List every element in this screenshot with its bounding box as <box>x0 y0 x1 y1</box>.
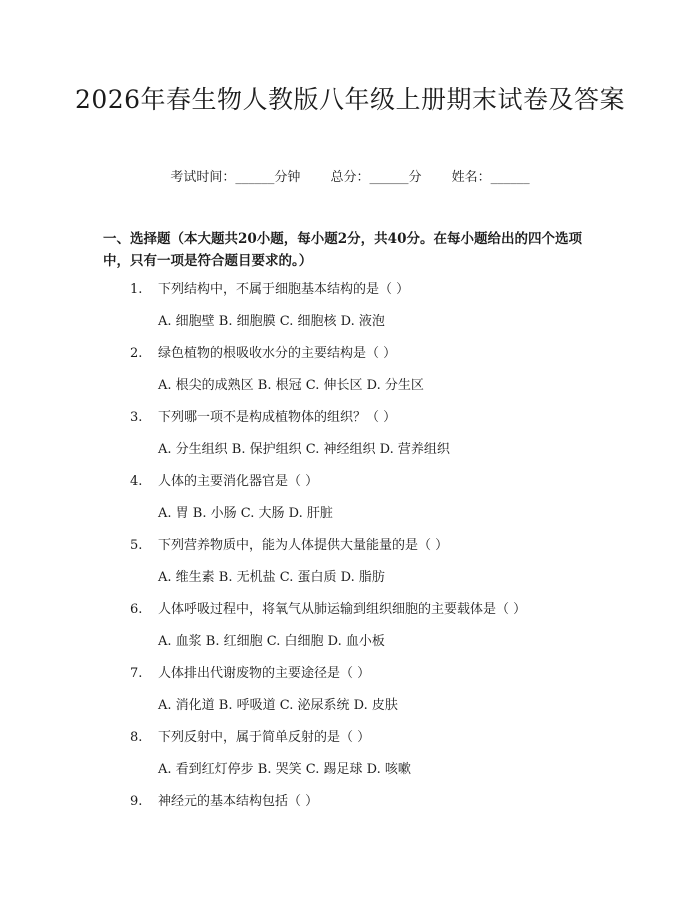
document-title: 2026年春生物人教版八年级上册期末试卷及答案 <box>74 85 626 114</box>
question-text: 下列反射中，属于简单反射的是（ ） <box>158 730 371 745</box>
question-9 <box>130 793 318 811</box>
question-7-options: A. 消化道 B. 呼吸道 C. 泌尿系统 D. 皮肤 <box>158 698 398 713</box>
question-3-options: A. 分生组织 B. 保护组织 C. 神经组织 D. 营养组织 <box>158 442 450 457</box>
question-number: 9. <box>130 794 143 809</box>
question-6-options: A. 血浆 B. 红细胞 C. 白细胞 D. 血小板 <box>158 634 385 649</box>
question-number: 3. <box>130 410 143 425</box>
question-6 <box>130 601 526 619</box>
section-header-multiple-choice: 一、选择题（本大题共20小题，每小题2分，共40分。在每小题给出的四个选项中，只有一项是符合题目要求的。） <box>103 231 582 269</box>
question-1-options: A. 细胞壁 B. 细胞膜 C. 细胞核 D. 液泡 <box>158 314 385 329</box>
question-5 <box>130 537 448 555</box>
student-name-field: 姓名：______ <box>451 170 530 185</box>
exam-info-line <box>0 168 700 188</box>
question-3 <box>130 409 396 427</box>
question-text: 绿色植物的根吸收水分的主要结构是（ ） <box>158 346 397 361</box>
question-number: 6. <box>130 602 143 617</box>
question-number: 8. <box>130 730 143 745</box>
question-text: 下列哪一项不是构成植物体的组织？（ ） <box>158 410 397 425</box>
question-4 <box>130 473 318 491</box>
question-number: 4. <box>130 474 143 489</box>
question-8-options: A. 看到红灯停步 B. 哭笑 C. 踢足球 D. 咳嗽 <box>158 762 411 777</box>
question-text: 下列营养物质中，能为人体提供大量能量的是（ ） <box>158 538 449 553</box>
question-text: 人体呼吸过程中，将氧气从肺运输到组织细胞的主要载体是（ ） <box>158 602 527 617</box>
question-8 <box>130 729 370 747</box>
question-7 <box>130 665 370 683</box>
question-number: 1. <box>130 282 143 297</box>
question-number: 5. <box>130 538 143 553</box>
exam-time-field: 考试时间：______分钟 <box>170 170 301 185</box>
question-1 <box>130 281 409 299</box>
question-number: 7. <box>130 666 143 681</box>
question-text: 人体的主要消化器官是（ ） <box>158 474 319 489</box>
total-score-field: 总分：______分 <box>330 170 422 185</box>
question-5-options: A. 维生素 B. 无机盐 C. 蛋白质 D. 脂肪 <box>158 570 385 585</box>
question-2-options: A. 根尖的成熟区 B. 根冠 C. 伸长区 D. 分生区 <box>158 378 424 393</box>
question-number: 2. <box>130 346 143 361</box>
question-4-options: A. 胃 B. 小肠 C. 大肠 D. 肝脏 <box>158 506 333 521</box>
question-text: 神经元的基本结构包括（ ） <box>158 794 319 809</box>
question-text: 下列结构中，不属于细胞基本结构的是（ ） <box>158 282 410 297</box>
question-text: 人体排出代谢废物的主要途径是（ ） <box>158 666 371 681</box>
question-2 <box>130 345 396 363</box>
